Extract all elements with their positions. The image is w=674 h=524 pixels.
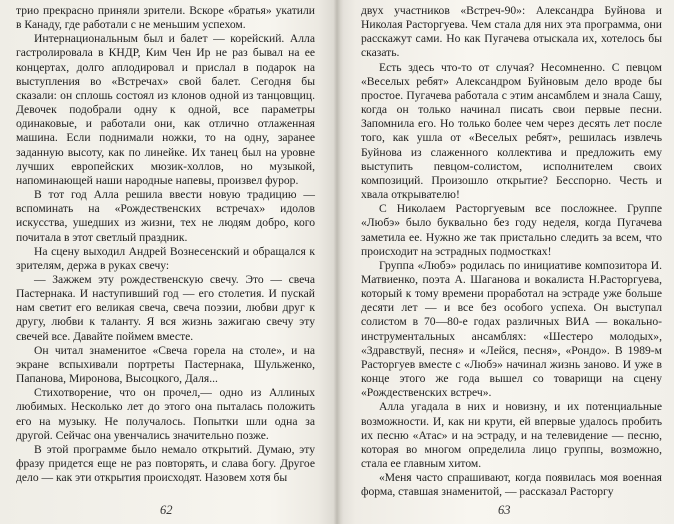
- paragraph: двух участников «Встреч-90»: Александра Буйнова и Николая Расторгуева. Чем стала для них эта программа, они расскажут сами. Но как Пугачева отыскала их, хотелось бы сказать.: [361, 4, 662, 60]
- paragraph: «Меня часто спрашивают, когда появилась моя военная форма, ставшая знаменитой, — рассказал Расторгу: [361, 471, 662, 499]
- paragraph: — Зажжем эту рождественскую свечу. Это — свеча Пастернака. И наступивший год — его столетия. И пускай нам светит его великая свеча, свеча поэзии, любви друг к другу, любви к таланту. Я вся жизнь зажигаю свечу эту свечей все. Давайте поймем вместе.: [16, 272, 315, 343]
- paragraph: Есть здесь что-то от случая? Несомненно. С певцом «Веселых ребят» Александром Буйновым дело вроде бы простое. Пугачева работала с этим ансамблем и знала Сашу, когда он только начинал писать свои первые песни. Запомнила его. Но только более чем через десять лет после того, как ушла от «Веселых ребят», решилась извлечь Буйнова из слаженного коллектива и предложить ему выступить певцом-солистом, исполнителем своих композиций. Произошло открытие? Бесспорно. Честь и хвала открывателю!: [361, 60, 662, 202]
- left-page-text: [16, 4, 315, 485]
- paragraph: В этой программе было немало открытий. Думаю, эту фразу придется еще не раз повторять, и слава богу. Другое дело — как эти открытия происходят. Назовем хотя бы: [16, 442, 315, 485]
- paragraph: Группа «Любэ» родилась по инициативе композитора И. Матвиенко, поэта А. Шаганова и вокалиста Н.Расторгуева, который к тому времени проработал на эстраде уже больше десяти лет — и все без особого успеха. Он выступал солистом в 70—80-е годах различных ВИА — вокально-инструментальных ансамблях: «Шестеро молодых», «Здравствуй, песня» и «Лейся, песня», «Рондо». В 1989-м Расторгуев вместе с «Любэ» начинал жизнь заново. И уже в конце этого же года вышел со товарищи на сцену «Рождественских встреч».: [361, 258, 662, 400]
- paragraph: трио прекрасно приняли зрители. Вскоре «братья» укатили в Канаду, где работали с не меньшим успехом.: [16, 4, 315, 32]
- paragraph: Он читал знаменитое «Свеча горела на столе», и на экране вспыхивали портреты Пастернака, Шульженко, Папанова, Миронова, Высоцкого, Даля...: [16, 343, 315, 386]
- paragraph: Стихотворение, что он прочел,— одно из Аллиных любимых. Несколько лет до этого она пыталась положить его на музыку. Не получалось. Попытки шли одна за другой. Сейчас она увенчались значительно позже.: [16, 386, 315, 442]
- page-number: 63: [498, 503, 511, 517]
- right-page: [337, 0, 674, 524]
- right-page-text: [361, 4, 662, 499]
- paragraph: С Николаем Расторгуевым все посложнее. Группе «Любэ» было буквально без году неделя, когда Пугачева заметила ее. Нужно же так пристально следить за всем, что происходит на эстрадных подмостках!: [361, 202, 662, 258]
- paragraph: Алла угадала в них и новизну, и их потенциальные возможности. И, как ни крути, ей впервые удалось пробить их песню «Атас» и на эстраду, и на телевидение — песню, которая во многом определила лицо группы, возможно, стала ее главным хитом.: [361, 400, 662, 470]
- page-number: 62: [160, 503, 173, 517]
- paragraph: Интернациональным был и балет — корейский. Алла гастролировала в КНДР, Ким Чен Ир не раз бывал на ее концертах, долго аплодировал и прислал в подарок на выступления во «Встречах» свой балет. Сегодня бы сказали: он сплошь состоял из клонов одной из танцовщиц. Девочек подобрали одну к одной, все параметры одинаковые, и работали они, как отлично отлаженная машина. Если поднимали ножки, то на одну, заранее заданную высоту, как по линейке. Их танец был на уровне лучших европейских мюзик-холлов, но музыкой, напоминающей наши народные напевы, произвел фурор.: [16, 32, 315, 187]
- paragraph: На сцену выходил Андрей Вознесенский и обращался к зрителям, держа в руках свечу:: [16, 244, 315, 272]
- paragraph: В тот год Алла решила ввести новую традицию — вспоминать на «Рождественских встречах» идолов искусства, ушедших из жизни, тех не людям добро, кого почитала в этот светлый праздник.: [16, 188, 315, 244]
